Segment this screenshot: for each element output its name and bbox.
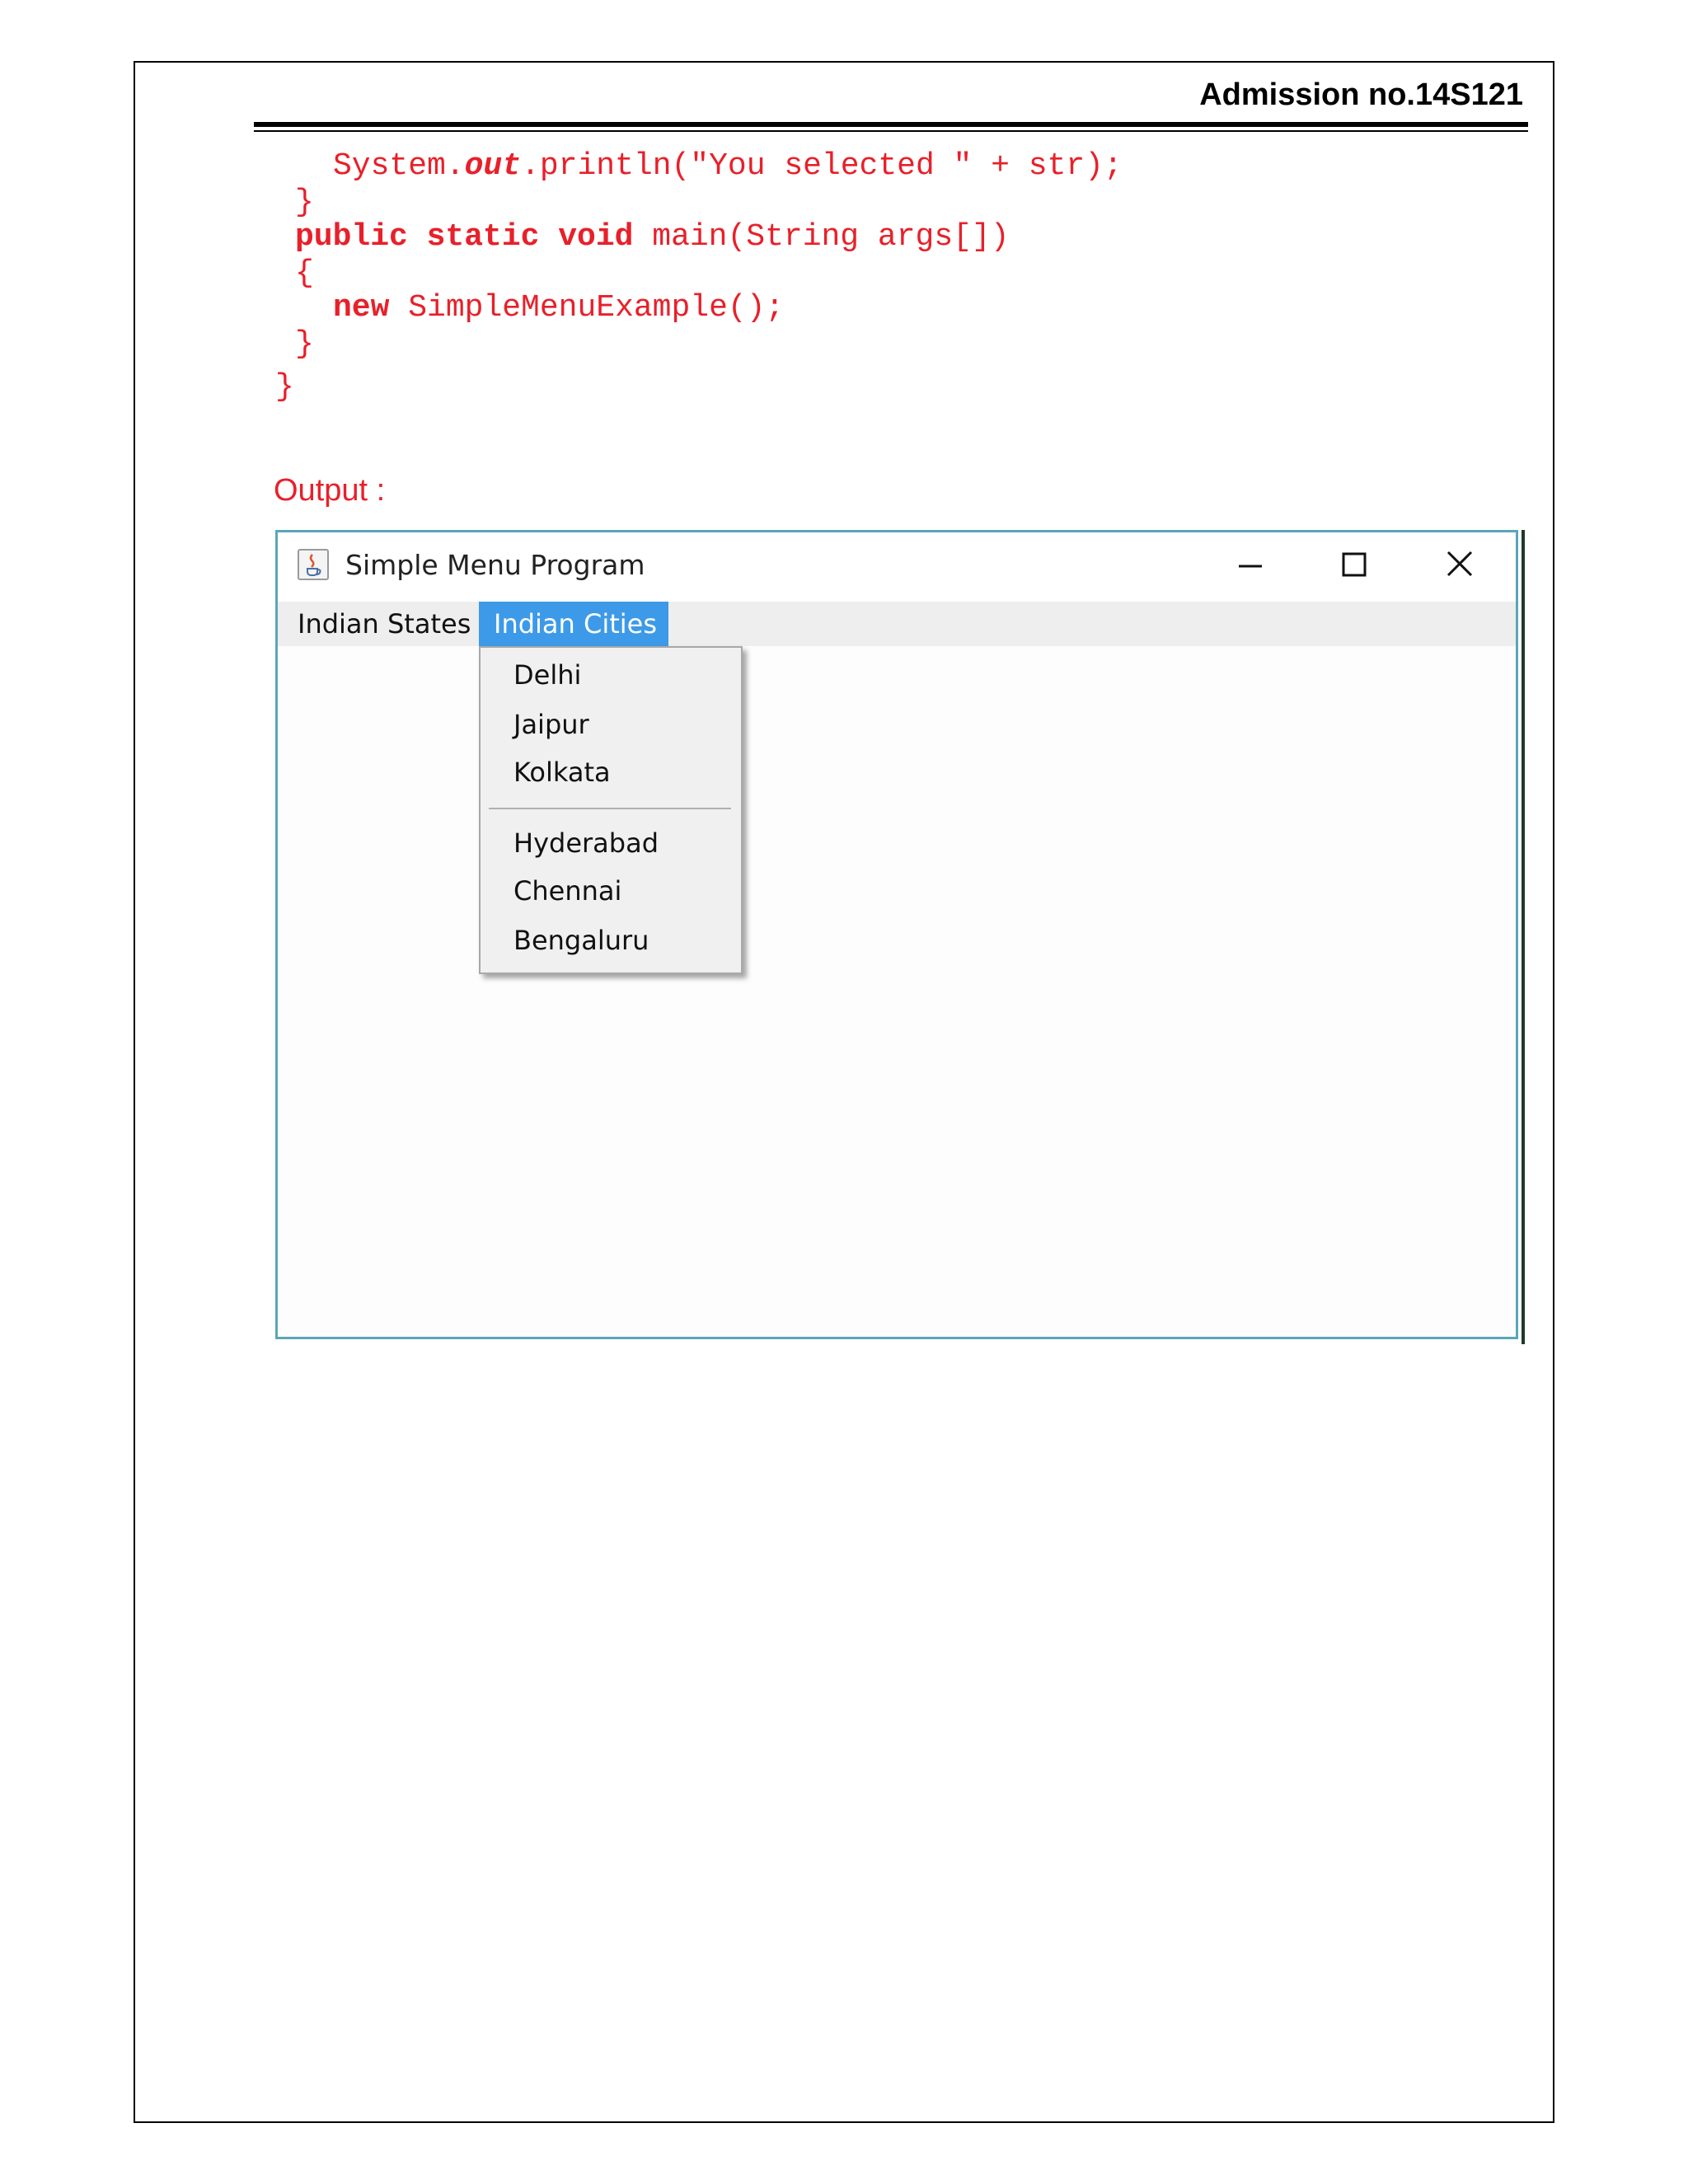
- menu-indian-states[interactable]: Indian States: [298, 608, 471, 640]
- menu-item-hyderabad[interactable]: Hyderabad: [513, 827, 659, 859]
- menu-item-chennai[interactable]: Chennai: [513, 875, 622, 907]
- minimize-icon: [1226, 542, 1275, 588]
- code-line-3: [295, 219, 1010, 255]
- window-edge: [1522, 530, 1525, 1344]
- admission-number: Admission no.14S121: [1199, 77, 1523, 112]
- code-token: .println("You selected " + str);: [521, 148, 1123, 184]
- code-line-1: [333, 148, 1123, 185]
- cities-dropdown: [479, 646, 743, 974]
- maximize-button[interactable]: [1329, 542, 1379, 588]
- window-content: [278, 646, 1516, 1337]
- close-icon: [1435, 542, 1484, 588]
- code-token: main(String args[]): [633, 219, 1010, 255]
- header-rule: [254, 122, 1528, 127]
- java-cup-icon: [298, 549, 329, 580]
- app-window: [275, 530, 1518, 1339]
- menu-separator: [489, 808, 731, 809]
- title-bar[interactable]: [278, 532, 1516, 602]
- maximize-icon: [1329, 542, 1379, 588]
- code-token: SimpleMenuExample();: [389, 290, 785, 326]
- code-line-6: }: [295, 326, 314, 362]
- code-token: System.: [333, 148, 465, 184]
- menu-item-delhi[interactable]: Delhi: [513, 659, 582, 691]
- menu-item-jaipur[interactable]: Jaipur: [513, 709, 589, 740]
- menu-item-kolkata[interactable]: Kolkata: [513, 757, 611, 788]
- code-line-5: [333, 290, 784, 326]
- menu-indian-cities[interactable]: Indian Cities: [479, 602, 668, 646]
- window-title: Simple Menu Program: [345, 549, 645, 581]
- code-keyword: public static void: [295, 219, 634, 255]
- code-line-2: }: [295, 185, 314, 220]
- output-label: Output :: [274, 473, 386, 508]
- header-rule-thin: [254, 130, 1528, 132]
- code-token-italic: out: [464, 148, 522, 184]
- minimize-button[interactable]: [1226, 542, 1275, 588]
- menu-bar: [278, 602, 1516, 646]
- menu-item-bengaluru[interactable]: Bengaluru: [513, 925, 649, 956]
- code-line-4: {: [295, 255, 314, 291]
- code-line-7: }: [275, 369, 294, 405]
- close-button[interactable]: [1435, 542, 1484, 588]
- code-keyword: new: [333, 290, 390, 326]
